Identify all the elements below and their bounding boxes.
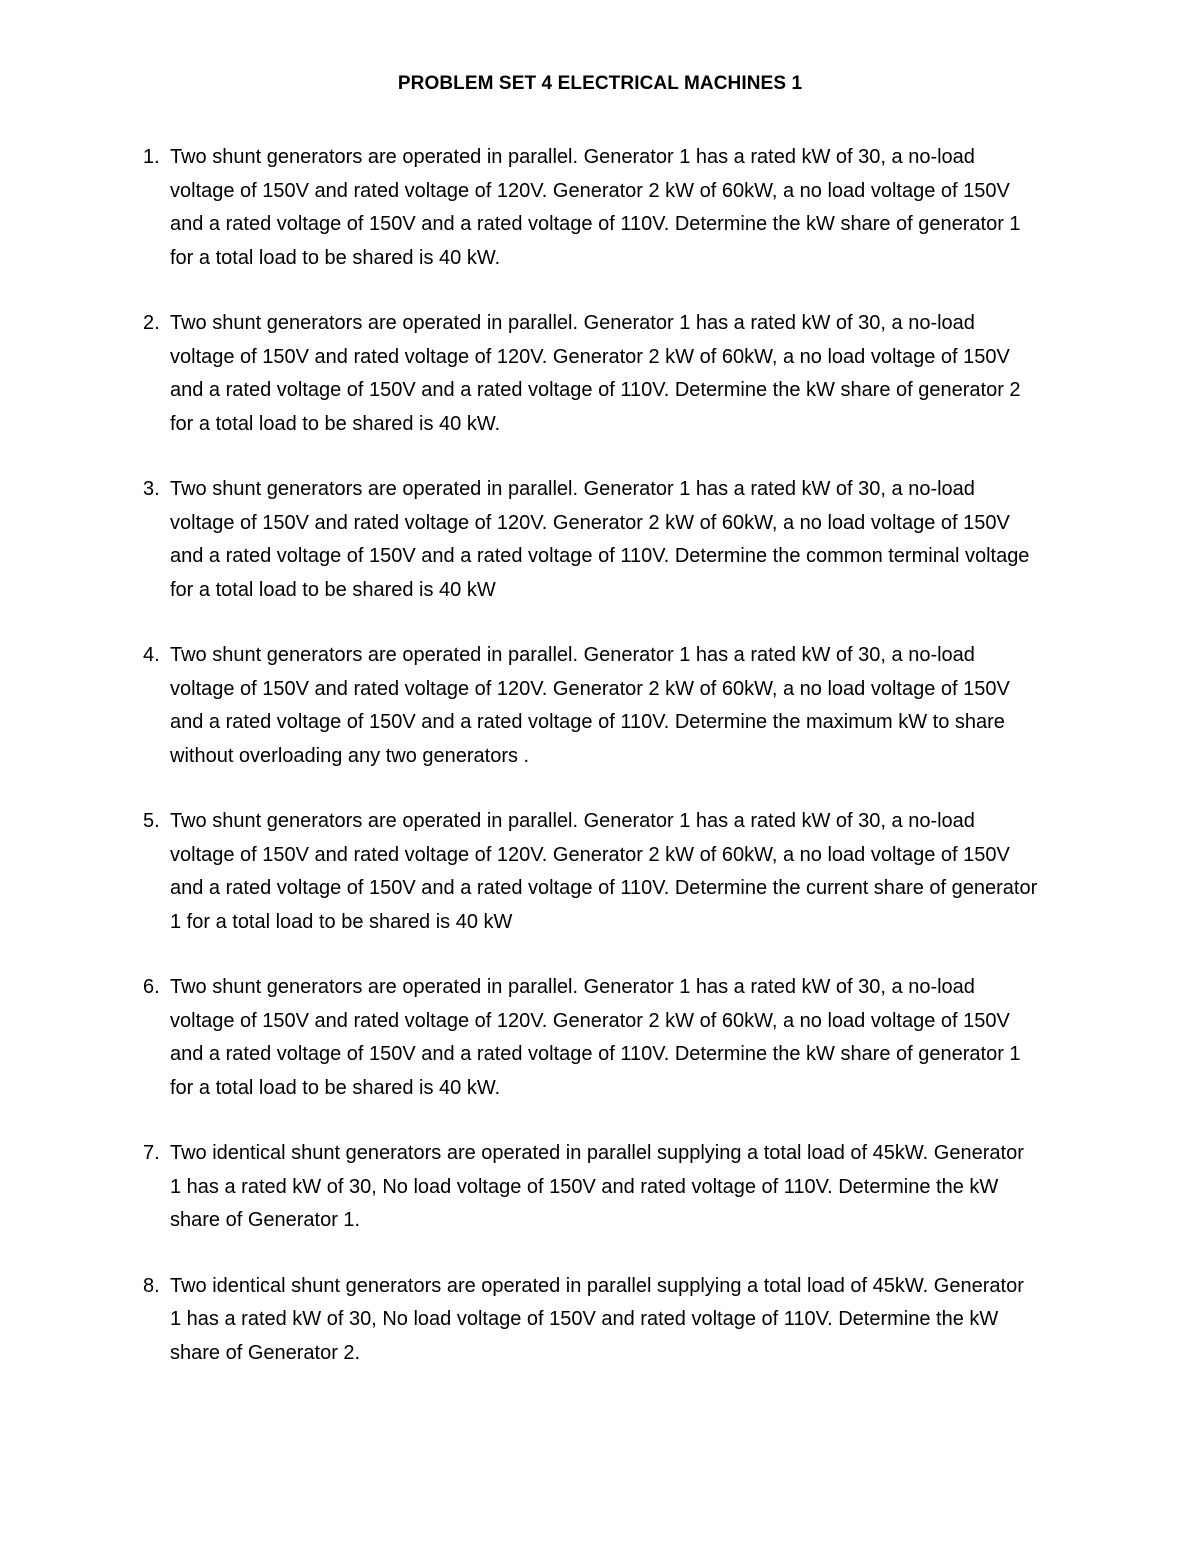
problem-item-8 — [0, 1270, 1040, 1371]
problem-item-1 — [0, 141, 1040, 275]
problem-item-2 — [0, 307, 1040, 441]
problem-text: Two identical shunt generators are operated in parallel supplying a total load of 45kW. Generator 1 has a rated kW of 30, No load voltage of 150V and rated voltage of 110V. Determine the kW share of Generator 1. — [170, 1142, 1024, 1231]
problem-text: Two identical shunt generators are operated in parallel supplying a total load of 45kW. Generator 1 has a rated kW of 30, No load voltage of 150V and rated voltage of 110V. Determine the kW share of Generator 2. — [170, 1274, 1024, 1364]
problem-number: 7. — [143, 1142, 160, 1164]
problem-list — [0, 141, 1040, 1402]
problem-text: Two shunt generators are operated in parallel. Generator 1 has a rated kW of 30, a no-load voltage of 150V and rated voltage of 120V. Generator 2 kW of 60kW, a no load voltage of 150V and a rated voltage of 150V and a rated voltage of 110V. Determine the common terminal voltage for a total load to be shared is 40 kW — [170, 478, 1030, 601]
problem-item-7 — [0, 1137, 1040, 1238]
problem-item-3 — [0, 473, 1040, 607]
problem-number: 1. — [143, 146, 160, 168]
problem-text: Two shunt generators are operated in parallel. Generator 1 has a rated kW of 30, a no-load voltage of 150V and rated voltage of 120V. Generator 2 kW of 60kW, a no load voltage of 150V and a rated voltage of 150V and a rated voltage of 110V. Determine the kW share of generator 1 for a total load to be shared is 40 kW. — [170, 146, 1021, 269]
problem-item-5 — [0, 805, 1040, 939]
problem-number: 8. — [143, 1274, 160, 1297]
problem-number: 4. — [143, 644, 160, 666]
problem-item-4 — [0, 639, 1040, 773]
problem-item-6 — [0, 971, 1040, 1105]
problem-number: 2. — [143, 312, 160, 334]
problem-text: Two shunt generators are operated in parallel. Generator 1 has a rated kW of 30, a no-load voltage of 150V and rated voltage of 120V. Generator 2 kW of 60kW, a no load voltage of 150V and a rated voltage of 150V and a rated voltage of 110V. Determine the kW share of generator 2 for a total load to be shared is 40 kW. — [170, 312, 1021, 435]
problem-number: 6. — [143, 976, 160, 998]
problem-text: Two shunt generators are operated in parallel. Generator 1 has a rated kW of 30, a no-load voltage of 150V and rated voltage of 120V. Generator 2 kW of 60kW, a no load voltage of 150V and a rated voltage of 150V and a rated voltage of 110V. Determine the maximum kW to share without overloading any two generators . — [170, 644, 1010, 767]
problem-text: Two shunt generators are operated in parallel. Generator 1 has a rated kW of 30, a no-load voltage of 150V and rated voltage of 120V. Generator 2 kW of 60kW, a no load voltage of 150V and a rated voltage of 150V and a rated voltage of 110V. Determine the current share of generator 1 for a total load to be shared is 40 kW — [170, 810, 1038, 933]
problem-text: Two shunt generators are operated in parallel. Generator 1 has a rated kW of 30, a no-load voltage of 150V and rated voltage of 120V. Generator 2 kW of 60kW, a no load voltage of 150V and a rated voltage of 150V and a rated voltage of 110V. Determine the kW share of generator 1 for a total load to be shared is 40 kW. — [170, 976, 1021, 1099]
problem-number: 3. — [143, 478, 160, 500]
page-title: PROBLEM SET 4 ELECTRICAL MACHINES 1 — [397, 73, 803, 94]
problem-number: 5. — [143, 810, 160, 832]
